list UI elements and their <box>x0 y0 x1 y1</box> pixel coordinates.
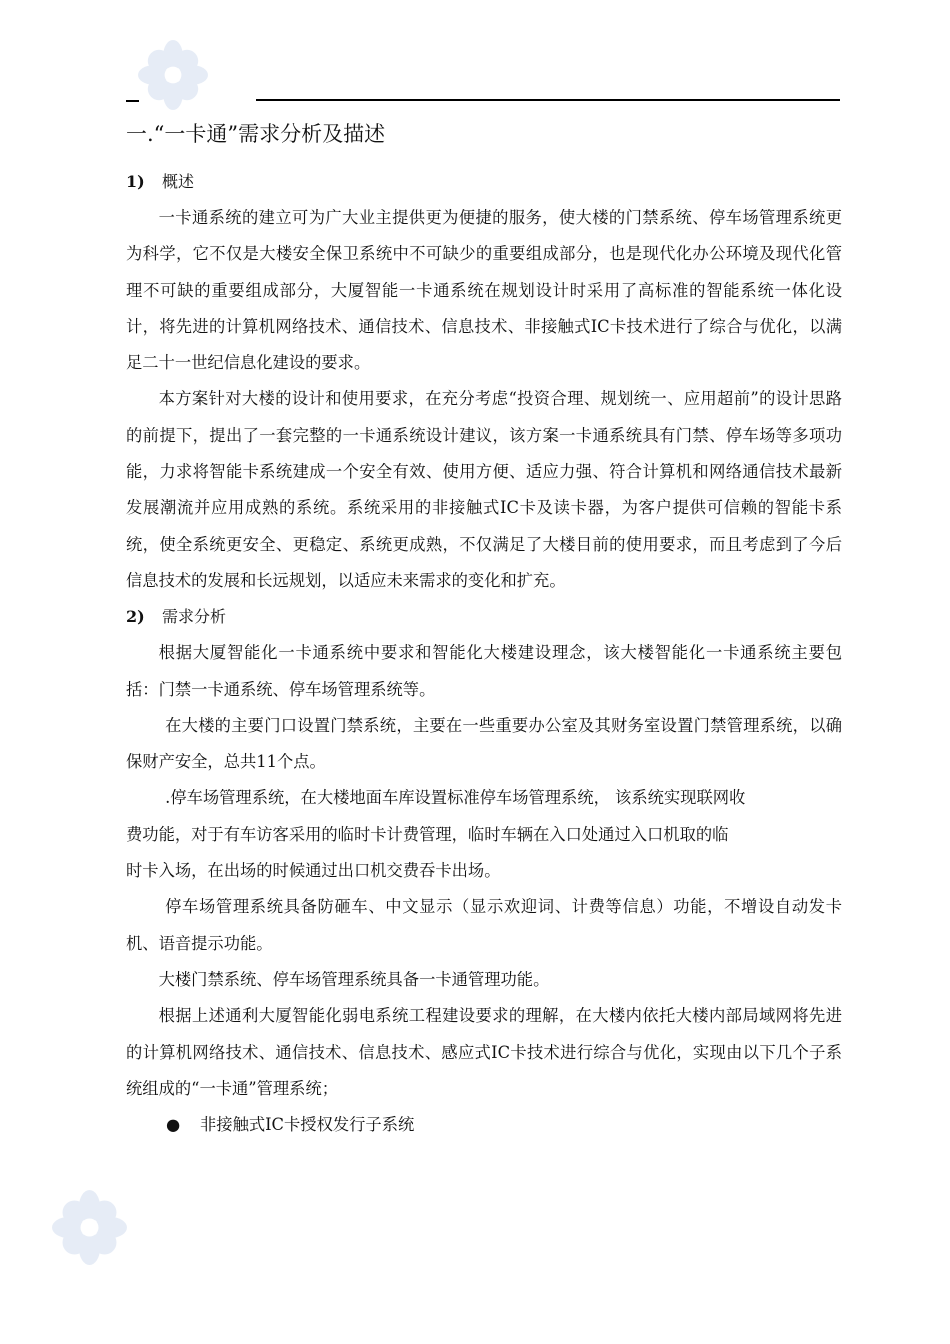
bullet-item-text: 非接触式IC卡授权发行子系统 <box>200 1115 415 1135</box>
requirements-paragraph-3-line-3: 时卡入场，在出场的时候通过出口机交费吞卡出场。 <box>126 861 501 881</box>
requirements-paragraph-5: 大楼门禁系统、停车场管理系统具备一卡通管理功能。 <box>158 969 550 989</box>
requirements-paragraph-3-line-2: 费功能，对于有车访客采用的临时卡计费管理，临时车辆在入口处通过入口机取的临 <box>126 824 729 844</box>
overview-paragraph-1: 一卡通系统的建立可为广大业主提供更为便捷的服务，使大楼的门禁系统、停车场管理系统更为科学，它不仅是大楼安全保卫系统中不可缺少的重要组成部分，也是现代化办公环境及现代化管理不可缺的重要组成部分，大厦智能一卡通系统在规划设计时采用了高标准的智能系统一体化设计，将先进的计算机网络技术、通信技术、信息技术、非接触式IC卡技术进行了综合与优化，以满足二十一世纪信息化建设的要求。 <box>126 208 842 373</box>
document-body <box>126 118 842 1143</box>
bullet-dot-icon: ● <box>166 1115 181 1135</box>
section-label: 概述 <box>162 172 195 191</box>
overview-paragraph-2: 本方案针对大楼的设计和使用要求，在充分考虑“投资合理、规划统一、应用超前”的设计思路的前提下，提出了一套完整的一卡通系统设计建议，该方案一卡通系统具有门禁、停车场等多项功能，力求将智能卡系统建成一个安全有效、使用方便、适应力强、符合计算机和网络通信技术最新发展潮流并应用成熟的系统。系统采用的非接触式IC卡及读卡器，为客户提供可信赖的智能卡系统，使全系统更安全、更稳定、系统更成熟，不仅满足了大楼目前的使用要求，而且考虑到了今后信息技术的发展和长远规划，以适应未来需求的变化和扩充。 <box>126 389 842 590</box>
section-number: 2) <box>126 607 145 627</box>
requirements-paragraph-4: 停车场管理系统具备防砸车、中文显示（显示欢迎词、计费等信息）功能，不增设自动发卡机、语音提示功能。 <box>126 897 842 953</box>
requirements-paragraph-2: 在大楼的主要门口设置门禁系统，主要在一些重要办公室及其财务室设置门禁管理系统，以确保财产安全，总共11个点。 <box>126 715 842 772</box>
requirements-paragraph-3-line-1: .停车场管理系统，在大楼地面车库设置标准停车场管理系统， 该系统实现联网收 <box>165 788 746 808</box>
section-heading-requirements <box>126 599 842 635</box>
header-rule-left <box>126 100 139 102</box>
requirements-paragraph-6: 根据上述通利大厦智能化弱电系统工程建设要求的理解，在大楼内依托大楼内部局域网将先进的计算机网络技术、通信技术、信息技术、感应式IC卡技术进行综合与优化，实现由以下几个子系统组成的“一卡通”管理系统； <box>126 1006 842 1098</box>
watermark-flower-icon <box>138 40 208 110</box>
section-label: 需求分析 <box>162 607 227 627</box>
header-rule-right <box>256 99 840 101</box>
requirements-paragraph-1: 根据大厦智能化一卡通系统中要求和智能化大楼建设理念，该大楼智能化一卡通系统主要包括：门禁一卡通系统、停车场管理系统等。 <box>126 643 842 699</box>
section-number: 1) <box>126 172 145 191</box>
bullet-item <box>126 1107 842 1143</box>
page-title: 一.“一卡通”需求分析及描述 <box>126 122 386 146</box>
section-heading-overview <box>126 164 842 200</box>
watermark-flower-icon <box>52 1190 127 1265</box>
